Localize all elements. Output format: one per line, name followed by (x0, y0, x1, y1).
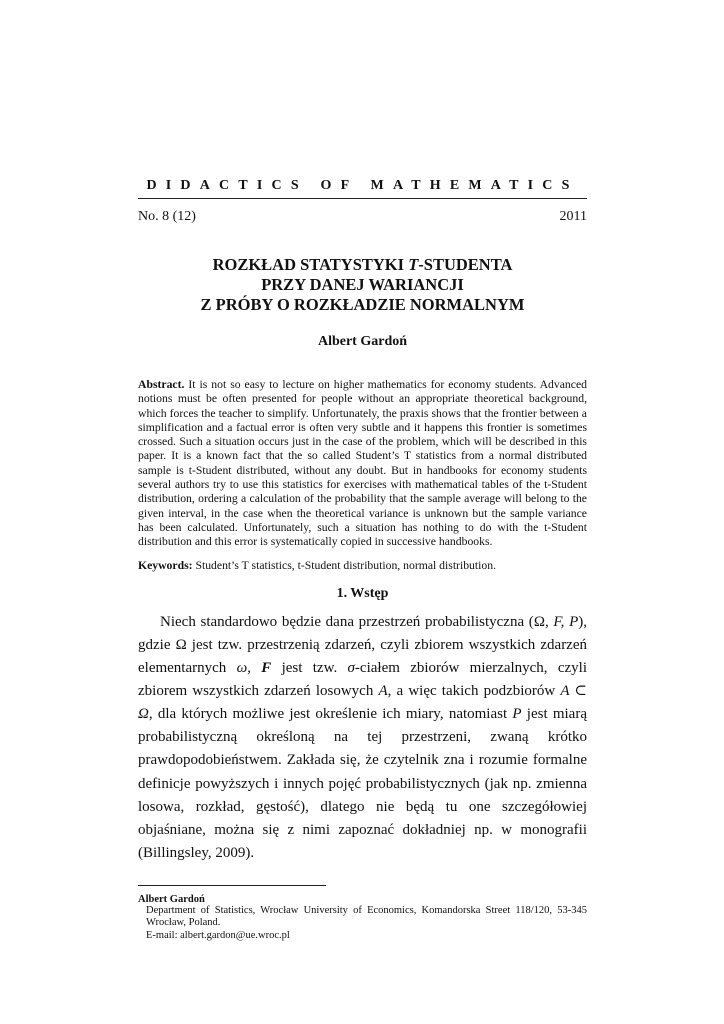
footnote-divider (138, 885, 326, 886)
section-heading: 1. Wstęp (336, 585, 389, 601)
keywords (138, 559, 587, 573)
title-line-3: Z PRÓBY O ROZKŁADZIE NORMALNYM (200, 295, 525, 314)
title-line-2: PRZY DANEJ WARIANCJI (261, 275, 464, 294)
author-name: Albert Gardoń (317, 334, 408, 349)
issue-number: No. 8 (12) (138, 209, 196, 224)
body-paragraph: Niech standardowo będzie dana przestrzeń probabilistyczna (Ω, F, P), gdzie Ω jest tzw. przestrzenią zdarzeń, czyli zbiorem wszystkich zdarzeń elementarnych ω, F jest tzw. σ-ciałem zbiorów mierzalnych, czyli zbiorem wszystkich zdarzeń losowych A, a więc takich podzbiorów A ⊂ Ω, dla których możliwe jest określenie ich miary, natomiast P jest miarą probabilistyczną określoną na tej przestrzeni, zwaną krótko prawdopodobieństwem. Zakłada się, że czytelnik zna i rozumie formalne definicje powyższych i innych pojęć probabilistycznych (jak np. zmienna losowa, rozkład, gęstość), dlatego nie będą tu one szczegółowiej objaśniane, można się z nimi zapoznać dokładniej np. w monografii (Billingsley, 2009). (138, 613, 588, 861)
issue-row (138, 209, 587, 225)
footnote-affiliation: Department of Statistics, Wrocław University of Economics, Komandorska Street 118/120, 53-345 Wrocław, Poland. (146, 904, 587, 929)
keywords-label: Keywords: (138, 558, 193, 572)
footnote-author: Albert Gardoń (138, 893, 205, 905)
keywords-text: Student’s T statistics, t-Student distribution, normal distribution. (195, 558, 496, 572)
abstract (138, 378, 587, 550)
journal-name: DIDACTICS OF MATHEMATICS (138, 178, 587, 199)
abstract-text: It is not so easy to lecture on higher mathematics for economy students. Advanced notions must be often presented for people without an appropriate theoretical background, which forces the teacher to simplify. Unfortunately, the praxis shows that the frontier between a simplification and a factual error is often very subtle and it happens this frontier is sometimes crossed. Such a situation occurs just in the case of the problem, which will be described in this paper. It is a known fact that the so called Student’s T statistics from a normal distributed sample is t-Student distributed, without any doubt. But in handbooks for economy students several authors try to use this statistics for exercises with mathematical tables of the t-Student distribution, ordering a calculation of the probability that the sample average will belong to the given interval, in the case when the theoretical variance is unknown but the sample variance has been calculated. Unfortunately, such a situation has nothing to do with the t-Student distribution and this error is systematically copied in successive handbooks. (138, 378, 587, 549)
paper-title (138, 255, 587, 315)
footnote-email: E-mail: albert.gardon@ue.wroc.pl (146, 930, 290, 942)
title-line-1: ROZKŁAD STATYSTYKI T-STUDENTA (212, 255, 513, 274)
abstract-label: Abstract. (138, 378, 185, 391)
paper-page (138, 178, 587, 943)
issue-year: 2011 (559, 209, 587, 224)
